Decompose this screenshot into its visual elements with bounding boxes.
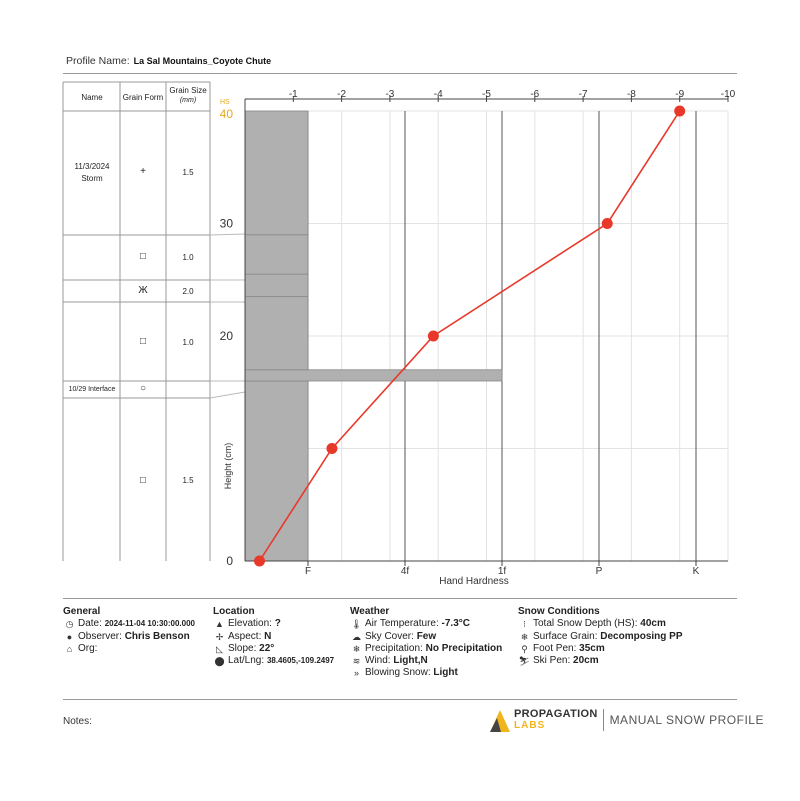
aspect-value: N (264, 630, 272, 642)
layer-5-grain-form: ○ (139, 383, 147, 394)
snow-conditions-title: Snow Conditions (518, 606, 600, 617)
blowing-snow-value: Light (433, 667, 458, 679)
hardness-layer-bar (245, 235, 308, 274)
hs-value: 40cm (640, 618, 666, 630)
layer-1-name: 11/3/2024 Storm (74, 162, 110, 183)
logo-separator (603, 709, 604, 731)
snow-conditions-section (518, 606, 683, 667)
double-chevron-icon: » (353, 668, 359, 679)
layer-2-grain-size: 1.0 (182, 253, 194, 262)
sky-cover-value: Few (416, 630, 437, 642)
skier-icon: ⛷︎ (518, 656, 531, 667)
layer-2-grain-form: □ (139, 251, 147, 262)
layer-5-name: 10/29 Interface (68, 386, 116, 393)
surface-grain-value: Decomposing PP (600, 630, 683, 642)
snowflake-icon: ❄ (520, 631, 529, 642)
observer-value: Chris Benson (124, 630, 190, 642)
latlng-value: 38.4605,-109.2497 (266, 656, 335, 666)
bottom-axis-tick-label: K (692, 566, 700, 577)
temperature-point (674, 106, 685, 117)
elevation-value: ? (274, 618, 281, 630)
layer-3-grain-form: Ж (138, 285, 148, 296)
top-axis-tick-label: -2 (337, 89, 347, 100)
sky-cover-label: Sky Cover: (365, 630, 414, 642)
logo-brand-top: PROPAGATION (514, 708, 598, 720)
layer-1-grain-size: 1.5 (182, 168, 194, 177)
col-grain-size-header: Grain Size (169, 86, 207, 95)
info-bottom-rule (63, 699, 737, 700)
precip-value: No Precipitation (425, 642, 503, 654)
top-axis-tick-label: -6 (530, 89, 540, 100)
layer-connector-line (210, 392, 245, 398)
precip-label: Precipitation: (365, 642, 423, 654)
map-pin-icon: ⬤ (214, 656, 225, 667)
top-axis-tick-label: -9 (675, 89, 685, 100)
bottom-axis-tick-label: 1f (497, 566, 507, 577)
logo-product: MANUAL SNOW PROFILE (609, 713, 764, 727)
layer-connector-line (210, 234, 245, 235)
blowing-snow-label: Blowing Snow: (365, 667, 431, 679)
bottom-axis-tick-label: 4f (400, 566, 410, 577)
date-label: Date: (78, 618, 102, 630)
clock-icon: ◷ (65, 619, 74, 630)
layer-6-grain-size: 1.5 (182, 476, 194, 485)
air-temp-value: -7.3°C (441, 618, 470, 630)
layer-6-grain-form: □ (139, 475, 147, 486)
foot-pen-label: Foot Pen: (533, 642, 577, 654)
col-name-header: Name (81, 93, 103, 102)
weather-title: Weather (350, 606, 390, 617)
notes-label: Notes: (63, 716, 92, 727)
slope-value: 22° (259, 642, 275, 654)
observer-label: Observer: (78, 630, 122, 642)
col-grain-size-unit: (mm) (179, 97, 197, 104)
y-axis-tick-label: 30 (219, 216, 233, 231)
top-axis-tick-label: -7 (578, 89, 588, 100)
wind-label: Wind: (365, 655, 391, 667)
org-label: Org: (78, 642, 98, 654)
profile-name-label: Profile Name: (66, 55, 130, 67)
layer-4-grain-form: □ (139, 336, 147, 347)
compass-icon: ✢ (215, 631, 224, 642)
weather-section (350, 606, 502, 680)
snowflake-icon: ❄ (352, 643, 361, 654)
y-axis-tick-label: 20 (219, 329, 233, 343)
chart-grid (245, 111, 728, 561)
top-axis-tick-label: -10 (720, 89, 736, 100)
y-axis-label: Height (cm) (223, 442, 233, 490)
location-section (213, 606, 334, 667)
general-title: General (63, 606, 101, 617)
wind-value: Light,N (393, 655, 428, 667)
latlng-label: Lat/Lng: (228, 655, 265, 667)
date-value: 2024-11-04 10:30:00.000 (104, 619, 195, 629)
surface-grain-label: Surface Grain: (533, 630, 598, 642)
hardness-layer-bar (245, 111, 308, 235)
temperature-point (254, 556, 265, 567)
home-icon: ⌂ (66, 643, 73, 654)
top-axis-tick-label: -5 (482, 89, 491, 100)
top-axis-tick-label: -8 (626, 89, 636, 100)
thermometer-icon: 🌡︎ (350, 619, 363, 630)
propagation-labs-logo (487, 705, 764, 735)
bottom-axis-tick-label: P (595, 566, 603, 577)
layer-table (63, 82, 245, 561)
ski-pen-label: Ski Pen: (533, 655, 571, 667)
hs-label: Total Snow Depth (HS): (533, 618, 638, 630)
ski-pen-value: 20cm (573, 655, 599, 667)
hs-value-label: 40 (219, 107, 233, 121)
logo-brand-bottom: LABS (514, 720, 546, 731)
info-top-rule (63, 598, 737, 599)
chart-axes (245, 89, 736, 577)
temperature-point (602, 218, 613, 229)
mountain-icon: ▲ (215, 619, 224, 630)
logo-mark-icon (487, 707, 511, 733)
temperature-point (428, 331, 439, 342)
layer-4-grain-size: 1.0 (182, 338, 194, 347)
hardness-layer-bar (245, 274, 308, 297)
x-axis-label: Hand Hardness (439, 576, 509, 587)
depth-icon: ⁝ (523, 619, 526, 630)
y-axis-tick-label: 0 (226, 554, 233, 568)
air-temp-label: Air Temperature: (365, 618, 439, 630)
top-axis-tick-label: -3 (385, 89, 395, 100)
profile-name-value: La Sal Mountains_Coyote Chute (133, 56, 272, 66)
foot-pen-value: 35cm (579, 642, 605, 654)
general-section (63, 606, 195, 655)
layer-1-grain-form: + (140, 166, 146, 177)
bottom-axis-tick-label: F (304, 566, 312, 577)
person-icon: ● (66, 631, 73, 642)
footprint-icon: ⚲ (521, 643, 528, 654)
elevation-label: Elevation: (228, 618, 272, 630)
slope-icon: ◺ (216, 643, 223, 654)
aspect-label: Aspect: (228, 630, 262, 642)
temperature-point (326, 443, 337, 454)
location-title: Location (213, 606, 255, 617)
cloud-icon: ☁ (352, 631, 361, 642)
wind-icon: ≋ (352, 656, 361, 667)
col-grain-form-header: Grain Form (122, 93, 164, 102)
top-axis-tick-label: -1 (288, 89, 298, 100)
hardness-layer-bar (245, 370, 502, 381)
layer-3-grain-size: 2.0 (182, 287, 194, 296)
hs-marker-label: HS (220, 99, 230, 106)
slope-label: Slope: (228, 642, 257, 654)
hardness-layer-bar (245, 297, 308, 370)
top-axis-tick-label: -4 (433, 89, 443, 100)
